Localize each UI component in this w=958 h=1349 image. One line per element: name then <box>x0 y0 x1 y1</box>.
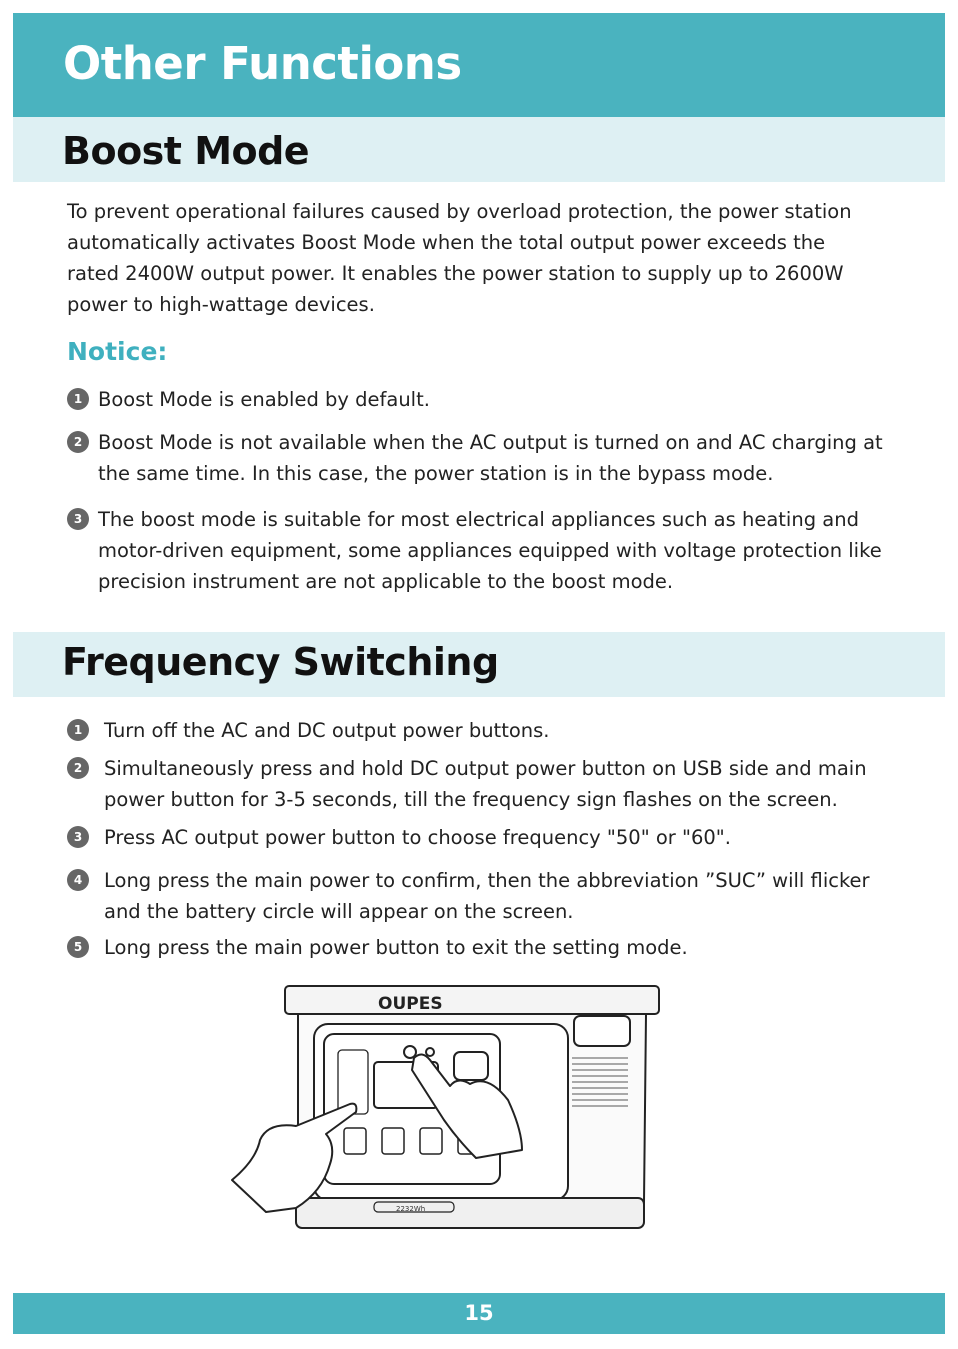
notice-text: The boost mode is suitable for most electrical appliances such as heating and motor-driven equipment, some appliances equipped with voltage protection like precision instrument are not applicable to the boost mode. <box>98 508 882 593</box>
step-item <box>67 753 887 815</box>
step-item <box>67 932 887 963</box>
frequency-switching-title: Frequency Switching <box>62 640 499 684</box>
number-badge: 1 <box>67 388 89 410</box>
step-text: Turn off the AC and DC output power buttons. <box>104 719 550 742</box>
number-badge: 3 <box>67 508 89 530</box>
page-title: Other Functions <box>63 37 462 90</box>
step-item <box>67 865 887 927</box>
step-item <box>67 822 887 853</box>
page-number: 15 <box>464 1301 494 1325</box>
number-badge: 5 <box>67 936 89 958</box>
step-item <box>67 715 887 746</box>
notice-item <box>67 427 887 489</box>
header-bar <box>13 13 945 117</box>
number-badge: 2 <box>67 757 89 779</box>
step-text: Long press the main power to confirm, then the abbreviation ”SUC” will flicker and the battery circle will appear on the screen. <box>104 869 870 923</box>
capacity-label: 2232Wh <box>396 1205 426 1213</box>
number-badge: 1 <box>67 719 89 741</box>
number-badge: 3 <box>67 826 89 848</box>
footer-bar <box>13 1293 945 1334</box>
notice-text: Boost Mode is enabled by default. <box>98 388 430 411</box>
notice-text: Boost Mode is not available when the AC output is turned on and AC charging at the same time. In this case, the power station is in the bypass mode. <box>98 431 883 485</box>
step-text: Press AC output power button to choose frequency "50" or "60". <box>104 826 731 849</box>
boost-mode-intro: To prevent operational failures caused by overload protection, the power station automatically activates Boost Mode when the total output power exceeds the rated 2400W output power. It enables the power station to supply up to 2600W power to high-wattage devices. <box>67 200 852 316</box>
power-station-illustration <box>226 980 676 1248</box>
notice-item <box>67 384 887 415</box>
frequency-switching-header <box>13 632 945 697</box>
brand-logo: OUPES <box>378 994 443 1014</box>
notice-label: Notice: <box>67 337 168 366</box>
number-badge: 2 <box>67 431 89 453</box>
number-badge: 4 <box>67 869 89 891</box>
notice-item <box>67 504 887 597</box>
step-text: Simultaneously press and hold DC output power button on USB side and main power button for 3-5 seconds, till the frequency sign flashes on the screen. <box>104 757 867 811</box>
step-text: Long press the main power button to exit the setting mode. <box>104 936 688 959</box>
boost-mode-title: Boost Mode <box>62 129 310 173</box>
boost-mode-header <box>13 117 945 182</box>
